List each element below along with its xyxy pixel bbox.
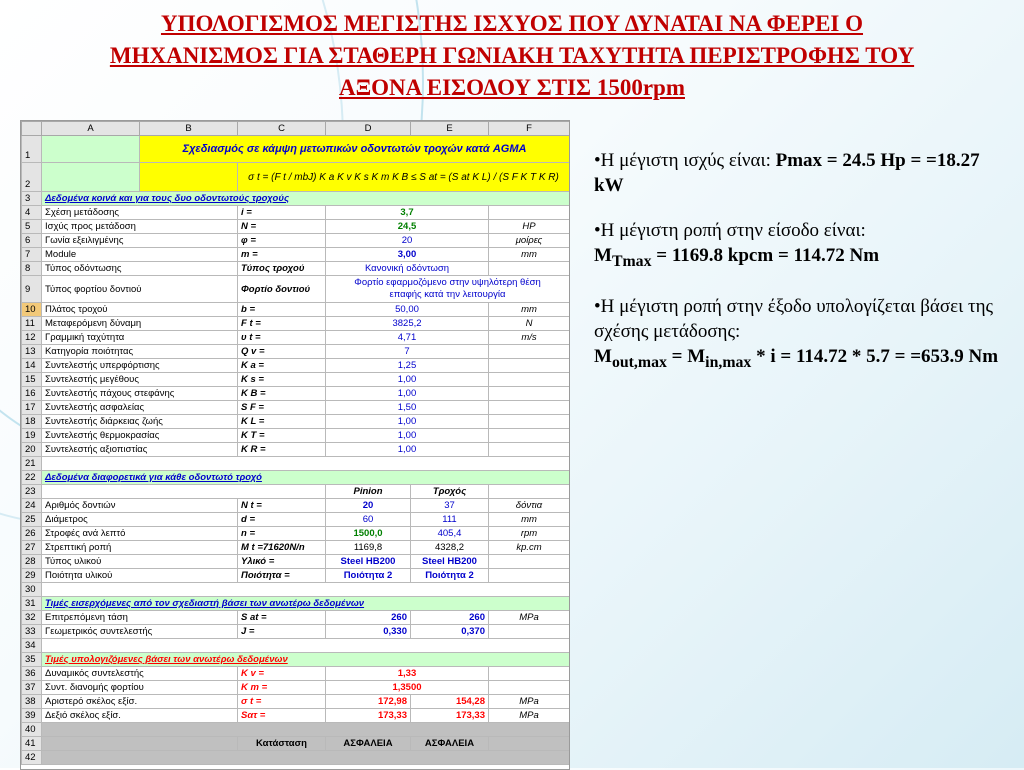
column-header: F: [489, 122, 570, 136]
cell-value: 4,71: [326, 331, 489, 345]
pinion-value: 60: [326, 513, 411, 527]
table-row: [22, 331, 570, 345]
cell-label: Συντελεστής πάχους στεφάνης: [42, 387, 238, 401]
cell-symbol: K m =: [238, 681, 326, 695]
table-row: [22, 387, 570, 401]
cell-symbol: S at =: [238, 611, 326, 625]
cell-value: 24,5: [326, 220, 489, 234]
cell-label: Τύπος υλικού: [42, 555, 238, 569]
pinion-header: Pinion: [326, 485, 411, 499]
cell-unit: [489, 569, 570, 583]
cell-label: Στροφές ανά λεπτό: [42, 527, 238, 541]
cell-value: 1,25: [326, 359, 489, 373]
row-header: 35: [22, 653, 42, 667]
table-row: [22, 359, 570, 373]
table-row: [22, 499, 570, 513]
table-row: [22, 723, 570, 737]
cell-value: 1,00: [326, 373, 489, 387]
cell-value: 20: [326, 234, 489, 248]
cell-label: Γραμμική ταχύτητα: [42, 331, 238, 345]
title-line: ΥΠΟΛΟΓΙΣΜΟΣ ΜΕΓΙΣΤΗΣ ΙΣΧΥΟΣ ΠΟΥ ΔΥΝΑΤΑΙ ΝΑ ΦΕΡΕΙ Ο: [160, 11, 864, 36]
gear-value: 260: [411, 611, 489, 625]
cell-label: Στρεπτική ροπή: [42, 541, 238, 555]
cell-value: 1,00: [326, 387, 489, 401]
row-header: 9: [22, 276, 42, 303]
row-header: 15: [22, 373, 42, 387]
cell-value: 3825,2: [326, 317, 489, 331]
column-header: E: [411, 122, 489, 136]
row-header: 20: [22, 443, 42, 457]
cell-symbol: Sατ =: [238, 709, 326, 723]
gear-value: 37: [411, 499, 489, 513]
cell-unit: μοίρες: [489, 234, 570, 248]
cell-symbol: Ποιότητα =: [238, 569, 326, 583]
row-header: 14: [22, 359, 42, 373]
cell-label: Συντελεστής μεγέθους: [42, 373, 238, 387]
pinion-value: 0,330: [326, 625, 411, 639]
column-header: A: [42, 122, 140, 136]
cell-value: 3,7: [326, 206, 489, 220]
cell-label: Συντ. διανομής φορτίου: [42, 681, 238, 695]
row-header: 33: [22, 625, 42, 639]
column-header: B: [140, 122, 238, 136]
cell-value: 1,50: [326, 401, 489, 415]
table-row: [22, 485, 570, 499]
cell-symbol: n =: [238, 527, 326, 541]
status-gear: ΑΣΦΑΛΕΙΑ: [411, 737, 489, 751]
cell-symbol: Υλικό =: [238, 555, 326, 569]
cell-unit: [489, 429, 570, 443]
row-header: 30: [22, 583, 42, 597]
row-header: 8: [22, 262, 42, 276]
cell-unit: m/s: [489, 331, 570, 345]
bullet-item: •Η μέγιστη ροπή στην είσοδο είναι: $M_{Tmax} = 1169.8$ kpcm = 114.72 Nm: [594, 220, 880, 270]
cell-label: Αριστερό σκέλος εξίσ.: [42, 695, 238, 709]
cell-symbol: b =: [238, 303, 326, 317]
row-header: 34: [22, 639, 42, 653]
cell-label: Δεξιό σκέλος εξίσ.: [42, 709, 238, 723]
cell-symbol: i =: [238, 206, 326, 220]
cell-symbol: d =: [238, 513, 326, 527]
cell-label: Μεταφερόμενη δύναμη: [42, 317, 238, 331]
section-header: Τιμές υπολογιζόμενες βάσει των ανωτέρω δεδομένων: [42, 653, 570, 667]
cell-unit: MPa: [489, 695, 570, 709]
gear-header: Τροχός: [411, 485, 489, 499]
row-header: 6: [22, 234, 42, 248]
cell-value: 1,33: [326, 667, 489, 681]
table-row: [22, 737, 570, 751]
cell-label: Σχέση μετάδοσης: [42, 206, 238, 220]
cell-symbol: N t =: [238, 499, 326, 513]
cell-unit: [489, 262, 570, 276]
agma-formula: σ t = (F t / mbJ) K a K v K s K m K B ≤ S at = (S at K L) / (S F K T K R): [238, 163, 570, 192]
table-row: [22, 695, 570, 709]
gear-value: 173,33: [411, 709, 489, 723]
table-row: [22, 555, 570, 569]
cell-symbol: σ t =: [238, 695, 326, 709]
cell-unit: [489, 387, 570, 401]
sheet-title: Σχεδιασμός σε κάμψη μετωπικών οδοντωτών τροχών κατά AGMA: [140, 136, 570, 163]
table-row: [22, 667, 570, 681]
row-header: 38: [22, 695, 42, 709]
row-header: 42: [22, 751, 42, 765]
cell-symbol: K a =: [238, 359, 326, 373]
pinion-value: Ποιότητα 2: [326, 569, 411, 583]
cell-unit: mm: [489, 303, 570, 317]
gear-value: 154,28: [411, 695, 489, 709]
table-row: [22, 192, 570, 206]
title-line: ΑΞΟΝΑ ΕΙΣΟΔΟΥ ΣΤΙΣ 1500rpm: [338, 75, 685, 100]
row-header: 22: [22, 471, 42, 485]
row-header: 19: [22, 429, 42, 443]
row-header: 11: [22, 317, 42, 331]
cell-symbol: K T =: [238, 429, 326, 443]
cell-unit: [489, 415, 570, 429]
cell-unit: [489, 443, 570, 457]
row-header: 36: [22, 667, 42, 681]
cell-unit: δόντια: [489, 499, 570, 513]
cell-label: Module: [42, 248, 238, 262]
cell-label: Ποιότητα υλικού: [42, 569, 238, 583]
pinion-value: 173,33: [326, 709, 411, 723]
table-row: [22, 583, 570, 597]
section-header: Δεδομένα διαφορετικά για κάθε οδοντωτό τροχό: [42, 471, 570, 485]
pinion-value: Steel HB200: [326, 555, 411, 569]
spreadsheet-screenshot: [20, 120, 570, 770]
cell-value: 50,00: [326, 303, 489, 317]
cell-unit: [489, 555, 570, 569]
cell-label: Ισχύς προς μετάδοση: [42, 220, 238, 234]
row-header: 27: [22, 541, 42, 555]
pinion-value: 260: [326, 611, 411, 625]
table-row: [22, 429, 570, 443]
cell-symbol: K v =: [238, 667, 326, 681]
cell-symbol: υ t =: [238, 331, 326, 345]
section-header: Δεδομένα κοινά και για τους δυο οδοντωτούς τροχούς: [42, 192, 570, 206]
cell-label: Διάμετρος: [42, 513, 238, 527]
table-row: [22, 597, 570, 611]
row-header: 31: [22, 597, 42, 611]
table-row: [22, 401, 570, 415]
row-header: 1: [22, 136, 42, 163]
cell-unit: [489, 667, 570, 681]
cell-symbol: K L =: [238, 415, 326, 429]
table-row: [22, 653, 570, 667]
table-row: [22, 541, 570, 555]
row-header: 13: [22, 345, 42, 359]
cell-value: 3,00: [326, 248, 489, 262]
pinion-value: 1169,8: [326, 541, 411, 555]
table-row: [22, 373, 570, 387]
row-header: 7: [22, 248, 42, 262]
cell-value: 1,00: [326, 429, 489, 443]
row-header: 12: [22, 331, 42, 345]
row-header: 5: [22, 220, 42, 234]
bullet-item: •Η μέγιστη ισχύς είναι: Pmax = 24.5 Hp = =18.27 kW: [594, 150, 980, 196]
table-row: [22, 681, 570, 695]
row-header: 26: [22, 527, 42, 541]
cell-value: 7: [326, 345, 489, 359]
table-row: [22, 639, 570, 653]
row-header: 41: [22, 737, 42, 751]
gear-value: Steel HB200: [411, 555, 489, 569]
cell-label: Πλάτος τροχού: [42, 303, 238, 317]
table-row: [22, 457, 570, 471]
cell-symbol: F t =: [238, 317, 326, 331]
cell-symbol: S F =: [238, 401, 326, 415]
table-row: [22, 345, 570, 359]
row-header: 10: [22, 303, 42, 317]
cell-unit: [489, 373, 570, 387]
table-row: [22, 415, 570, 429]
cell-label: Τύπος φορτίου δοντιού: [42, 276, 238, 303]
cell-unit: HP: [489, 220, 570, 234]
table-row: [22, 206, 570, 220]
row-header: 18: [22, 415, 42, 429]
cell-symbol: Φορτίο δοντιού: [238, 276, 326, 303]
section-header: Τιμές εισερχόμενες από τον σχεδιαστή βάσει των ανωτέρω δεδομένων: [42, 597, 570, 611]
cell-label: Τύπος οδόντωσης: [42, 262, 238, 276]
table-row: [22, 443, 570, 457]
cell-label: Επιτρεπόμενη τάση: [42, 611, 238, 625]
pinion-value: 1500,0: [326, 527, 411, 541]
cell-symbol: K B =: [238, 387, 326, 401]
row-header: 4: [22, 206, 42, 220]
status-pinion: ΑΣΦΑΛΕΙΑ: [326, 737, 411, 751]
cell-unit: [489, 401, 570, 415]
gear-value: 111: [411, 513, 489, 527]
row-header: 32: [22, 611, 42, 625]
table-row: [22, 751, 570, 765]
table-row: [22, 248, 570, 262]
cell-symbol: m =: [238, 248, 326, 262]
row-header: 3: [22, 192, 42, 206]
cell-unit: rpm: [489, 527, 570, 541]
row-header: 29: [22, 569, 42, 583]
status-label: Κατάσταση: [238, 737, 326, 751]
cell-unit: [489, 359, 570, 373]
cell-symbol: J =: [238, 625, 326, 639]
table-row: [22, 611, 570, 625]
cell-label: Συντελεστής αξιοπιστίας: [42, 443, 238, 457]
cell-unit: mm: [489, 248, 570, 262]
cell-symbol: φ =: [238, 234, 326, 248]
cell-value: 1,00: [326, 443, 489, 457]
cell-symbol: K s =: [238, 373, 326, 387]
table-row: [22, 709, 570, 723]
cell-label: Συντελεστής ασφαλείας: [42, 401, 238, 415]
cell-label: Γεωμετρικός συντελεστής: [42, 625, 238, 639]
cell-label: Συντελεστής διάρκειας ζωής: [42, 415, 238, 429]
table-row: [22, 276, 570, 303]
cell-value: 1,3500: [326, 681, 489, 695]
cell-unit: MPa: [489, 611, 570, 625]
load-type-value: Φορτίο εφαρμοζόμενο στην υψηλότερη θέση επαφής κατά την λειτουργία: [326, 276, 570, 303]
cell-unit: [489, 206, 570, 220]
row-header: 23: [22, 485, 42, 499]
table-row: [22, 220, 570, 234]
cell-symbol: N =: [238, 220, 326, 234]
row-header: 25: [22, 513, 42, 527]
title-line: ΜΗΧΑΝΙΣΜΟΣ ΓΙΑ ΣΤΑΘΕΡΗ ΓΩΝΙΑΚΗ ΤΑΧΥΤΗΤΑ ΠΕΡΙΣΤΡΟΦΗΣ ΤΟΥ: [109, 43, 915, 68]
cell-label: Γωνία εξειλιγμένης: [42, 234, 238, 248]
cell-symbol: K R =: [238, 443, 326, 457]
column-header-row: [22, 122, 570, 136]
table-row: [22, 527, 570, 541]
row-header: 2: [22, 163, 42, 192]
cell-unit: kp.cm: [489, 541, 570, 555]
row-header: 17: [22, 401, 42, 415]
cell-label: Αριθμός δοντιών: [42, 499, 238, 513]
row-header: 24: [22, 499, 42, 513]
row-header: 40: [22, 723, 42, 737]
row-header: 21: [22, 457, 42, 471]
cell-unit: [489, 345, 570, 359]
table-row: [22, 303, 570, 317]
cell-label: Συντελεστής υπερφόρτισης: [42, 359, 238, 373]
gear-value: 0,370: [411, 625, 489, 639]
table-row: [22, 234, 570, 248]
cell-unit: N: [489, 317, 570, 331]
table-row: [22, 163, 570, 192]
row-header: 37: [22, 681, 42, 695]
cell-label: Δυναμικός συντελεστής: [42, 667, 238, 681]
cell-label: Κατηγορία ποιότητας: [42, 345, 238, 359]
gear-value: 4328,2: [411, 541, 489, 555]
row-header: 16: [22, 387, 42, 401]
cell-unit: MPa: [489, 709, 570, 723]
corner-cell: [22, 122, 42, 136]
cell-symbol: Τύπος τροχού: [238, 262, 326, 276]
cell-value: Κανονική οδόντωση: [326, 262, 489, 276]
table-row: [22, 513, 570, 527]
row-header: 28: [22, 555, 42, 569]
bullet-item: •Η μέγιστη ροπή στην έξοδο υπολογίζεται βάσει της σχέσης μετάδοσης: $M_{out,max} = M_{in,max} * i = 114.72 * 5.7 = =653.9$ Nm: [594, 295, 999, 371]
cell-value: 1,00: [326, 415, 489, 429]
spreadsheet-grid: [21, 121, 570, 765]
cell-unit: [489, 625, 570, 639]
table-row: [22, 262, 570, 276]
column-header: D: [326, 122, 411, 136]
row-header: 39: [22, 709, 42, 723]
table-row: [22, 136, 570, 163]
pinion-value: 20: [326, 499, 411, 513]
gear-value: 405,4: [411, 527, 489, 541]
bullet-list: [594, 148, 1004, 395]
table-row: [22, 625, 570, 639]
table-row: [22, 317, 570, 331]
slide-title: [0, 8, 1024, 104]
gear-value: Ποιότητα 2: [411, 569, 489, 583]
pinion-value: 172,98: [326, 695, 411, 709]
cell-symbol: M t =71620N/n: [238, 541, 326, 555]
cell-symbol: Q v =: [238, 345, 326, 359]
column-header: C: [238, 122, 326, 136]
cell-label: Συντελεστής θερμοκρασίας: [42, 429, 238, 443]
cell-unit: mm: [489, 513, 570, 527]
table-row: [22, 569, 570, 583]
table-row: [22, 471, 570, 485]
cell-unit: [489, 681, 570, 695]
